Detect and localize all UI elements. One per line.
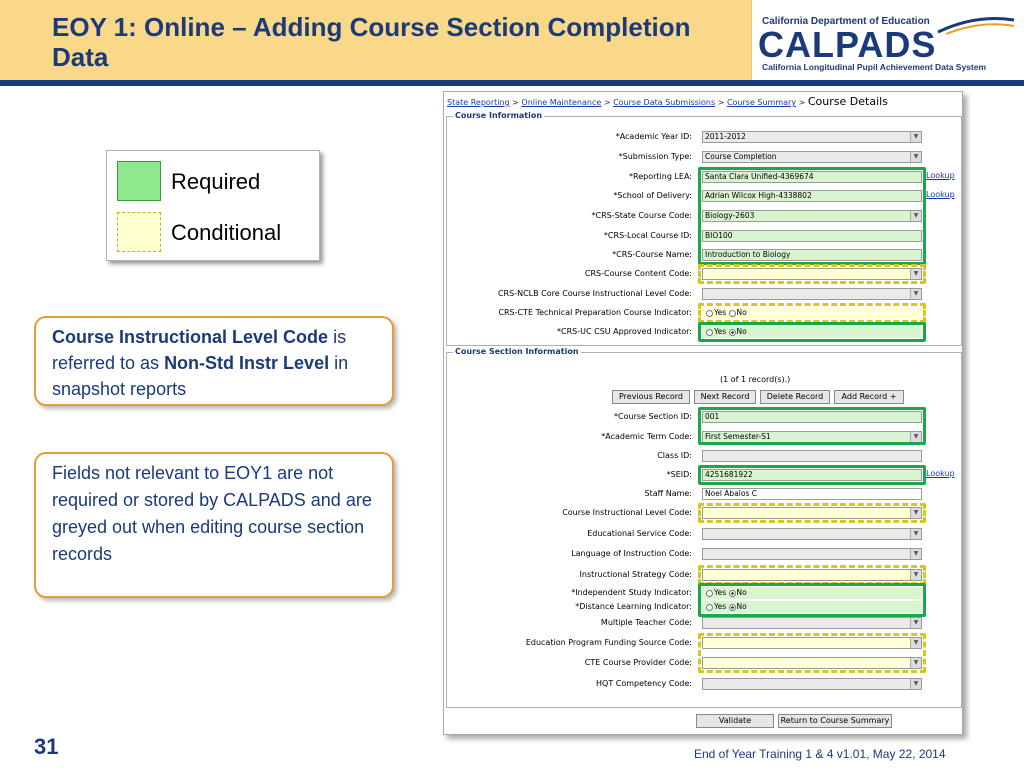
chevron-down-icon: ▼ <box>910 618 921 628</box>
delete-record-button[interactable]: Delete Record <box>760 390 830 404</box>
slide-number: 31 <box>34 734 59 759</box>
cte-no-label: No <box>736 308 747 317</box>
independent-study-label: *Independent Study Indicator: <box>571 588 692 597</box>
header-divider <box>0 80 1024 86</box>
callout-instructional-level <box>34 316 394 406</box>
state-course-code-label: *CRS-State Course Code: <box>591 211 692 220</box>
academic-year-select <box>702 131 922 143</box>
reporting-lea-label: *Reporting LEA: <box>629 172 692 181</box>
required-outline-uc-csu <box>698 322 926 342</box>
breadcrumb-course-summary[interactable]: Course Summary <box>726 98 797 107</box>
slide-footer: End of Year Training 1 & 4 v1.01, May 22, 2014 <box>694 747 946 761</box>
legend-conditional-label: Conditional <box>171 220 282 245</box>
slide-header <box>0 0 1024 86</box>
required-outline-indicators <box>698 583 926 617</box>
independent-yes-label: Yes <box>714 588 727 597</box>
seid-lookup-link[interactable]: Lookup <box>926 469 955 478</box>
chevron-down-icon: ▼ <box>910 529 921 539</box>
educational-service-select <box>702 528 922 540</box>
callout2-text: Fields not relevant to EOY1 are not required or stored by CALPADS and are greyed out when editing course section records <box>52 463 372 564</box>
cte-indicator-label: CRS-CTE Technical Preparation Course Indicator: <box>498 308 692 317</box>
course-name-label: *CRS-Course Name: <box>612 250 692 259</box>
breadcrumb-online-maintenance[interactable]: Online Maintenance <box>521 98 602 107</box>
next-record-button[interactable]: Next Record <box>694 390 756 404</box>
academic-year-value: 2011-2012 <box>705 132 746 141</box>
distance-no-label: No <box>736 602 747 611</box>
logo-department-text: California Department of Education <box>762 16 930 27</box>
nclb-level-label: CRS-NCLB Core Course Instructional Level Code: <box>497 289 692 298</box>
educational-service-label: Educational Service Code: <box>587 529 692 538</box>
language-label: Language of Instruction Code: <box>571 549 692 558</box>
course-information-legend: Course Information <box>455 111 543 120</box>
conditional-outline-cte <box>698 303 926 323</box>
callout1-bold2: Non-Std Instr Level <box>164 353 330 373</box>
course-name-input[interactable]: Introduction to Biology <box>702 249 922 261</box>
chevron-down-icon: ▼ <box>910 679 921 689</box>
independent-no-label: No <box>736 588 747 597</box>
conditional-outline-strategy <box>698 565 926 585</box>
logo-main-text: CALPADS <box>758 24 937 65</box>
instructional-level-label: Course Instructional Level Code: <box>562 508 692 517</box>
chevron-down-icon: ▼ <box>910 658 921 668</box>
chevron-down-icon: ▼ <box>910 570 921 580</box>
multiple-teacher-select <box>702 617 922 629</box>
callout1-bold1: Course Instructional Level Code <box>52 327 329 347</box>
required-outline-seid <box>698 465 926 485</box>
validate-button[interactable]: Validate <box>696 714 774 728</box>
submission-type-select <box>702 151 922 163</box>
multiple-teacher-label: Multiple Teacher Code: <box>600 618 692 627</box>
chevron-down-icon: ▼ <box>910 549 921 559</box>
course-details-screenshot <box>443 91 963 735</box>
callout1-text1: is referred to as <box>52 327 347 373</box>
seid-input[interactable]: 4251681922 <box>702 469 922 481</box>
breadcrumb <box>447 95 888 108</box>
callout1-text2: in snapshot reports <box>52 353 349 399</box>
class-id-label: Class ID: <box>657 451 692 460</box>
conditional-outline-instr-level <box>698 503 926 523</box>
previous-record-button[interactable]: Previous Record <box>612 390 690 404</box>
strategy-label: Instructional Strategy Code: <box>579 570 692 579</box>
breadcrumb-state-reporting[interactable]: State Reporting <box>447 98 510 107</box>
section-id-label: *Course Section ID: <box>614 412 692 421</box>
required-outline-section <box>698 407 926 445</box>
chevron-down-icon: ▼ <box>910 508 921 518</box>
class-id-input <box>702 450 922 462</box>
breadcrumb-separator: > <box>603 98 611 107</box>
distance-learning-label: *Distance Learning Indicator: <box>575 602 692 611</box>
section-id-input[interactable]: 001 <box>702 411 922 423</box>
school-of-delivery-label: *School of Delivery: <box>613 191 692 200</box>
logo-subtitle: California Longitudinal Pupil Achievement Data System <box>762 62 987 72</box>
chevron-down-icon: ▼ <box>910 152 921 162</box>
uc-csu-yes-label: Yes <box>714 327 727 336</box>
hqt-competency-select <box>702 678 922 690</box>
distance-yes-label: Yes <box>714 602 727 611</box>
course-section-legend: Course Section Information <box>455 347 579 356</box>
school-lookup-link[interactable]: Lookup <box>926 190 955 199</box>
uc-csu-label: *CRS-UC CSU Approved Indicator: <box>557 327 692 336</box>
logo-swoosh-icon <box>936 14 1016 36</box>
color-legend <box>106 150 320 261</box>
add-record-button[interactable]: Add Record + <box>834 390 904 404</box>
state-course-code-value: Biology-2603 <box>705 211 755 220</box>
breadcrumb-separator: > <box>798 98 806 107</box>
reporting-lea-lookup-link[interactable]: Lookup <box>926 171 955 180</box>
academic-term-label: *Academic Term Code: <box>601 432 692 441</box>
local-course-id-label: *CRS-Local Course ID: <box>603 231 692 240</box>
breadcrumb-separator: > <box>512 98 519 107</box>
breadcrumb-separator: > <box>717 98 725 107</box>
hqt-competency-label: HQT Competency Code: <box>596 679 692 688</box>
academic-term-value: First Semester-S1 <box>705 432 771 441</box>
staff-name-input[interactable]: Noel Abalos C <box>702 488 922 500</box>
language-select <box>702 548 922 560</box>
staff-name-label: Staff Name: <box>644 489 692 498</box>
header-band <box>0 0 752 80</box>
local-course-id-input[interactable]: BIO100 <box>702 230 922 242</box>
cte-yes-label: Yes <box>714 308 727 317</box>
conditional-swatch <box>117 212 161 252</box>
record-count: (1 of 1 record(s).) <box>720 375 791 384</box>
conditional-outline-content-code <box>698 264 926 284</box>
academic-year-label: *Academic Year ID: <box>615 132 692 141</box>
breadcrumb-course-data-submissions[interactable]: Course Data Submissions <box>613 98 716 107</box>
slide-title: EOY 1: Online – Adding Course Section Completion Data <box>52 12 691 72</box>
cte-provider-label: CTE Course Provider Code: <box>584 658 692 667</box>
submission-type-value: Course Completion <box>705 152 777 161</box>
chevron-down-icon: ▼ <box>910 432 921 442</box>
nclb-level-select <box>702 288 922 300</box>
legend-required-label: Required <box>171 169 261 194</box>
required-swatch <box>117 161 161 201</box>
breadcrumb-current: Course Details <box>807 95 888 108</box>
chevron-down-icon: ▼ <box>910 638 921 648</box>
chevron-down-icon: ▼ <box>910 289 921 299</box>
conditional-outline-funding-cte <box>698 633 926 673</box>
seid-label: *SEID: <box>666 470 692 479</box>
chevron-down-icon: ▼ <box>910 132 921 142</box>
uc-csu-no-label: No <box>736 327 747 336</box>
required-outline-course-info <box>698 167 926 265</box>
reporting-lea-input[interactable]: Santa Clara Unified-4369674 <box>702 171 922 183</box>
calpads-logo <box>756 4 1018 76</box>
chevron-down-icon: ▼ <box>910 211 921 221</box>
submission-type-label: *Submission Type: <box>618 152 692 161</box>
school-of-delivery-input[interactable]: Adrian Wilcox High-4338802 <box>702 190 922 202</box>
funding-source-label: Education Program Funding Source Code: <box>525 638 692 647</box>
chevron-down-icon: ▼ <box>910 269 921 279</box>
callout-greyed-fields <box>34 452 394 598</box>
content-code-label: CRS-Course Content Code: <box>584 269 692 278</box>
return-to-summary-button[interactable]: Return to Course Summary <box>778 714 892 728</box>
